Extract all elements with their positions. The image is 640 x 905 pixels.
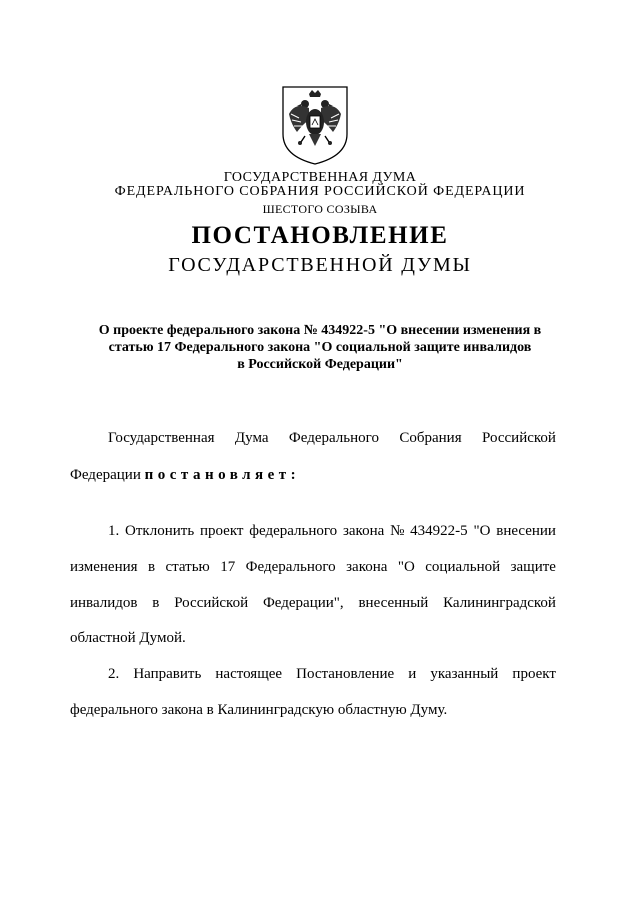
item2-line-2: федерального закона в Калининградскую областную Думу. — [70, 702, 448, 718]
subject-line-1: О проекте федерального закона № 434922-5 "О внесении изменения в — [98, 323, 542, 338]
preamble-line-2 — [70, 467, 300, 484]
header-line-3: ШЕСТОГО СОЗЫВА — [262, 202, 378, 216]
item-word: внесенный — [358, 595, 429, 611]
item-word: 434922-5 — [410, 523, 468, 539]
item-word: "О — [473, 523, 491, 539]
subject-line-2: статью 17 Федерального закона "О социальной защите инвалидов — [108, 340, 532, 355]
preamble-word: Собрания — [399, 430, 462, 446]
preamble-word: Дума — [234, 430, 269, 446]
item-word: указанный — [430, 666, 499, 682]
item-word: № — [390, 523, 405, 539]
item-word: 17 — [220, 559, 236, 575]
preamble-text: Федерации — [70, 467, 145, 483]
item-number: 1. — [108, 523, 120, 539]
item-word: Отклонить — [125, 523, 195, 539]
item-word: Федерации", — [262, 595, 344, 611]
subject-line-3: в Российской Федерации" — [237, 357, 403, 372]
subject-heading — [72, 322, 568, 373]
item-word: внесении — [496, 523, 556, 539]
item-word: социальной — [425, 559, 501, 575]
document-title: ПОСТАНОВЛЕНИЕ — [191, 222, 449, 249]
header-line-1: ГОСУДАРСТВЕННАЯ ДУМА — [223, 170, 417, 185]
item-word: закона — [346, 559, 388, 575]
document-subtitle: ГОСУДАРСТВЕННОЙ ДУМЫ — [168, 254, 472, 276]
item-word: Федерального — [245, 559, 336, 575]
item-word: защите — [510, 559, 556, 575]
item-word: Российской — [174, 595, 249, 611]
item-word: в — [147, 559, 156, 575]
item1-line-2 — [70, 559, 556, 576]
item-word: "О — [397, 559, 415, 575]
item1-line-3 — [70, 595, 556, 612]
preamble-word: Государственная — [108, 430, 215, 446]
preamble-line-1 — [108, 430, 556, 447]
item-word: инвалидов — [70, 595, 138, 611]
item-word: проект — [512, 666, 556, 682]
item-word: Направить — [133, 666, 202, 682]
item-word: и — [408, 666, 417, 682]
item1-line-1 — [108, 523, 556, 540]
item-word: настоящее — [215, 666, 283, 682]
item-word: Калининградской — [443, 595, 556, 611]
preamble-word: Федерального — [288, 430, 379, 446]
item-word: изменения — [70, 559, 138, 575]
item-word: проект — [199, 523, 244, 539]
resolution-verb: постановляет: — [144, 467, 301, 483]
item-word: федерального — [249, 523, 338, 539]
item1-line-4: областной Думой. — [70, 630, 186, 646]
header-line-2: ФЕДЕРАЛЬНОГО СОБРАНИЯ РОССИЙСКОЙ ФЕДЕРАЦИИ — [114, 184, 526, 199]
coat-of-arms-icon — [279, 84, 351, 166]
item-word: Постановление — [296, 666, 395, 682]
item2-line-1 — [108, 666, 556, 683]
item-word: закона — [342, 523, 385, 539]
item-number: 2. — [108, 666, 120, 682]
item-word: статью — [165, 559, 210, 575]
preamble-word: Российской — [482, 430, 556, 446]
item-word: в — [152, 595, 160, 611]
